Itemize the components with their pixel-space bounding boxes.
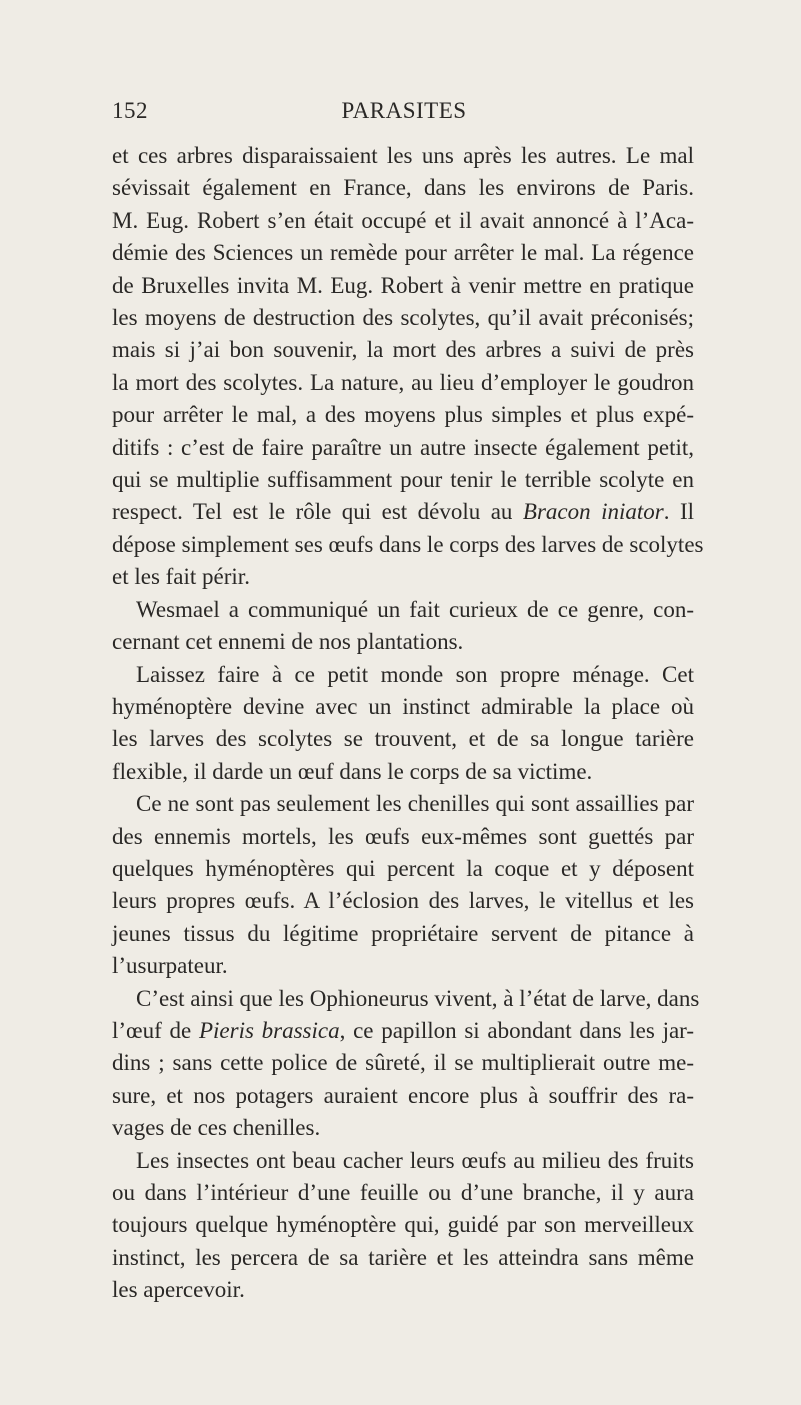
text-segment: ou dans l’intérieur d’une feuille ou d’une branche, il y aura xyxy=(112,1180,694,1205)
text-segment: qui se multiplie suffisamment pour tenir le terrible scolyte en xyxy=(112,467,694,493)
text-line xyxy=(112,1242,694,1274)
text-line xyxy=(112,1047,694,1079)
text-segment: les moyens de destruction des scolytes, qu’il avait préconisés; xyxy=(112,305,694,331)
text-line xyxy=(112,302,694,334)
text-segment: Laissez faire à ce petit monde son propre ménage. Cet xyxy=(136,661,694,687)
text-line xyxy=(112,691,694,723)
text-segment: ditifs : c’est de faire paraître un autre insecte également petit, xyxy=(112,434,694,460)
text-line xyxy=(112,172,694,204)
text-segment: , ce papillon si abondant dans les jar- xyxy=(339,1017,695,1043)
text-segment: Les insectes ont beau cacher leurs œufs au milieu des fruits xyxy=(136,1147,694,1173)
text-line xyxy=(112,1080,694,1112)
text-segment: jeunes tissus du légitime propriétaire servent de pitance à xyxy=(112,920,694,946)
text-line xyxy=(112,1177,694,1209)
text-line xyxy=(112,626,694,658)
text-line xyxy=(112,334,694,366)
text-line xyxy=(112,140,694,172)
text-line xyxy=(112,270,694,302)
text-segment: Ce ne sont pas seulement les chenilles qui sont assaillies par xyxy=(136,791,694,817)
text-segment: dins ; sans cette police de sûreté, il se multiplierait outre me- xyxy=(112,1050,694,1076)
text-line xyxy=(112,821,694,853)
text-line xyxy=(112,464,694,496)
text-line xyxy=(112,594,694,626)
text-segment: hyménoptère devine avec un instinct admirable la place où xyxy=(112,693,694,719)
text-line xyxy=(112,1209,694,1241)
text-line xyxy=(112,885,694,917)
text-segment: toujours quelque hyménoptère qui, guidé par son merveilleux xyxy=(112,1212,694,1238)
text-segment: les larves des scolytes se trouvent, et de sa longue tarière xyxy=(112,726,694,752)
text-segment: des ennemis mortels, les œufs eux-mêmes sont guettés par xyxy=(112,823,694,849)
text-line xyxy=(112,1015,694,1047)
text-line xyxy=(112,983,700,1015)
text-segment: mais si j’ai bon souvenir, la mort des arbres a suivi de près xyxy=(112,337,694,363)
text-segment: de Bruxelles invita M. Eug. Robert à venir mettre en pratique xyxy=(112,272,694,298)
text-segment: cernant cet ennemi de nos plantations. xyxy=(112,629,464,655)
text-segment: . Il xyxy=(663,499,694,525)
text-segment: sure, et nos potagers auraient encore plus à souffrir des ra- xyxy=(112,1082,694,1108)
text-line xyxy=(112,659,694,691)
text-line xyxy=(112,1145,694,1177)
text-segment: la mort des scolytes. La nature, au lieu d’employer le goudron xyxy=(112,369,694,395)
text-line xyxy=(112,756,694,788)
text-segment: dépose simplement ses œufs dans le corps des larves de scolytes xyxy=(112,531,704,557)
text-line xyxy=(112,399,694,431)
page-number: 152 xyxy=(112,98,148,123)
text-segment: M. Eug. Robert s’en était occupé et il avait annoncé à l’Aca- xyxy=(112,207,694,233)
text-line xyxy=(112,853,694,885)
text-line xyxy=(112,950,694,982)
text-line xyxy=(112,788,694,820)
running-title: PARASITES xyxy=(341,98,467,123)
text-segment: sévissait également en France, dans les environs de Paris. xyxy=(112,175,694,201)
text-line xyxy=(112,205,694,237)
text-segment: flexible, il darde un œuf dans le corps de sa victime. xyxy=(112,758,593,784)
text-segment: C’est ainsi que les Ophioneurus vivent, à l’état de larve, dans xyxy=(136,985,700,1011)
text-segment: et ces arbres disparaissaient les uns après les autres. Le mal xyxy=(112,143,694,168)
italic-taxon-name: Bracon iniator xyxy=(522,499,664,525)
text-segment: et les fait périr. xyxy=(112,564,250,590)
text-segment: vages de ces chenilles. xyxy=(112,1115,321,1141)
text-line xyxy=(112,529,704,561)
text-segment: instinct, les percera de sa tarière et les atteindra sans même xyxy=(112,1244,694,1270)
text-line xyxy=(112,367,694,399)
text-segment: l’œuf de xyxy=(112,1017,199,1043)
page-header xyxy=(112,98,696,138)
text-line xyxy=(112,1112,694,1144)
text-segment: démie des Sciences un remède pour arrêter le mal. La régence xyxy=(112,240,694,266)
text-segment: respect. Tel est le rôle qui est dévolu au xyxy=(112,499,523,525)
text-line xyxy=(112,496,694,528)
body-text xyxy=(112,140,704,1307)
text-line xyxy=(112,918,694,950)
text-line xyxy=(112,561,694,593)
text-segment: quelques hyménoptères qui percent la coque et y déposent xyxy=(112,855,694,881)
text-segment: pour arrêter le mal, a des moyens plus simples et plus expé- xyxy=(112,402,694,428)
text-segment: leurs propres œufs. A l’éclosion des larves, le vitellus et les xyxy=(112,888,694,914)
text-line xyxy=(112,1274,694,1306)
text-line xyxy=(112,237,694,269)
text-segment: les apercevoir. xyxy=(112,1277,245,1303)
text-segment: l’usurpateur. xyxy=(112,953,228,979)
text-line xyxy=(112,723,694,755)
italic-taxon-name: Pieris brassica xyxy=(198,1017,340,1043)
text-segment: Wesmael a communiqué un fait curieux de ce genre, con- xyxy=(136,596,694,622)
text-line xyxy=(112,432,694,464)
